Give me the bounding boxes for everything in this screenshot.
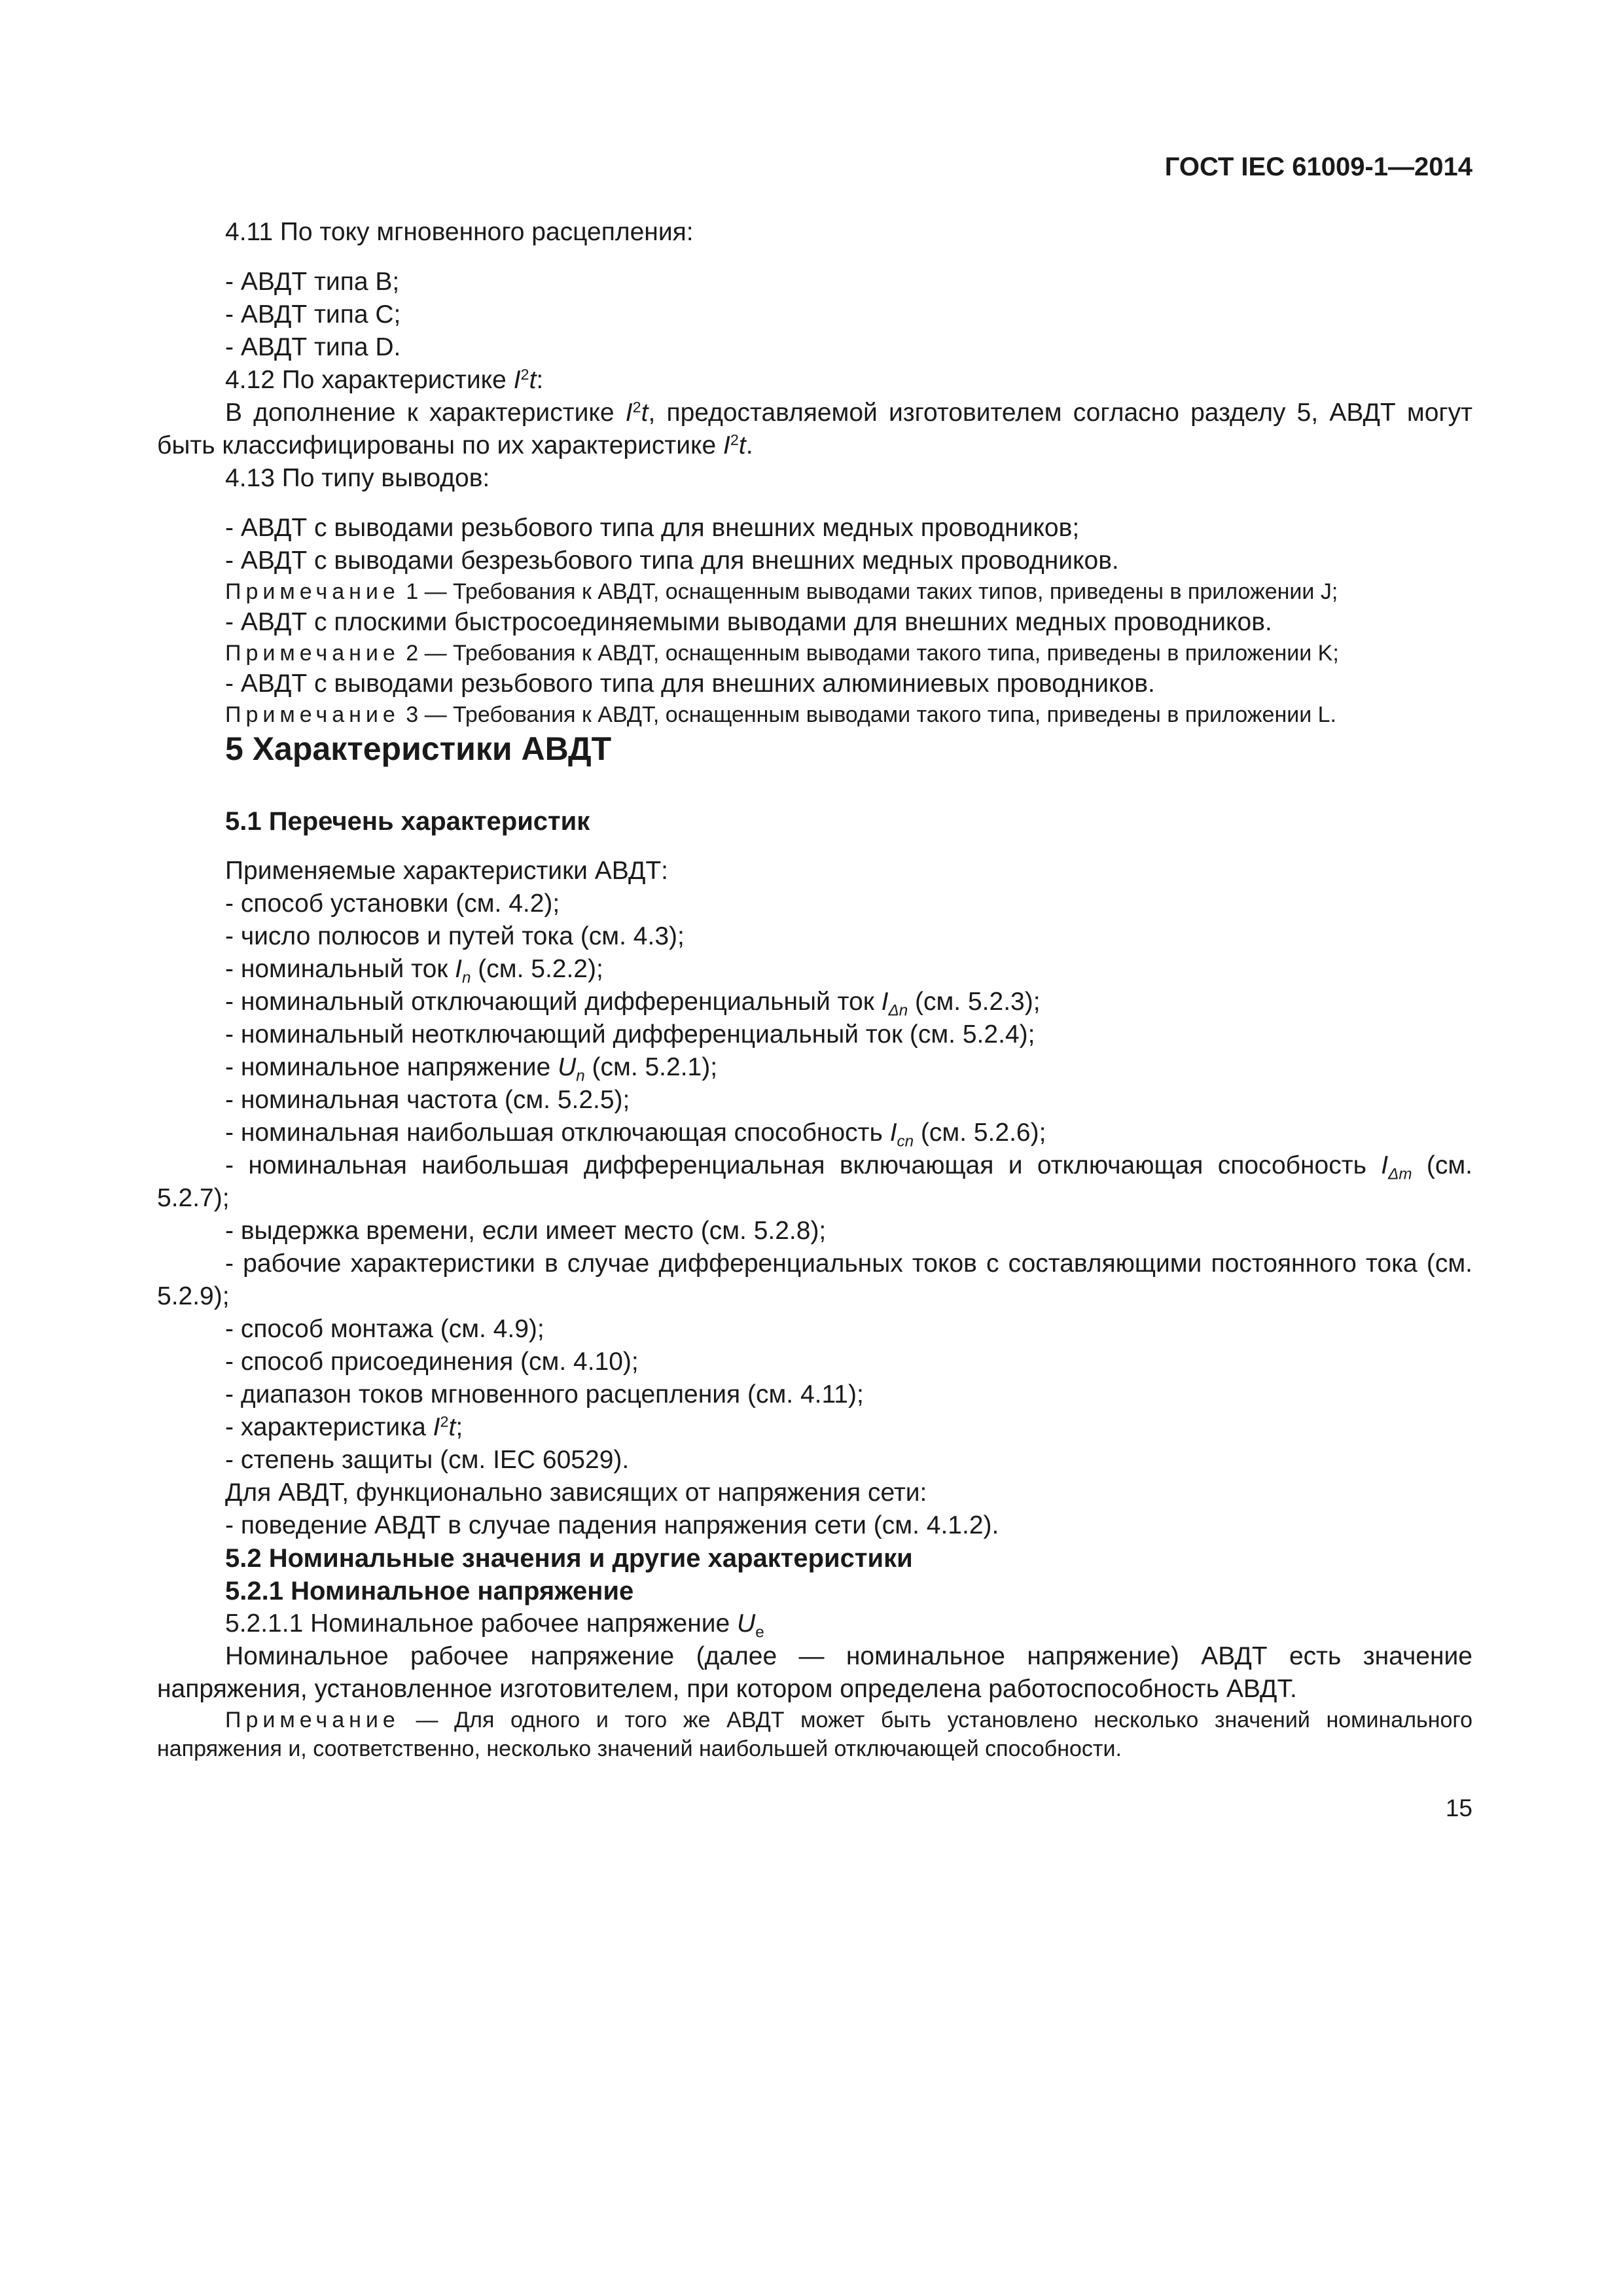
- clause-4-11-list: [157, 266, 1472, 364]
- list-item: - номинальный неотключающий дифференциальный ток (см. 5.2.4);: [225, 1020, 1035, 1049]
- clause-5-2-1-heading: 5.2.1 Номинальное напряжение: [225, 1577, 634, 1605]
- clause-4-11-title: 4.11 По току мгновенного расцепления:: [225, 218, 694, 246]
- note-3: Примечание 3 — Требования к АВДТ, оснащенным выводами такого типа, приведены в приложении L.: [225, 702, 1337, 727]
- note-2: Примечание 2 — Требования к АВДТ, оснащенным выводами такого типа, приведены в приложении K;: [225, 641, 1339, 666]
- list-item: - АВДТ типа D.: [225, 333, 401, 361]
- list-item: - число полюсов и путей тока (см. 4.3);: [225, 922, 685, 950]
- list-item: - номинальный ток $I_n$ (см. 5.2.2);: [225, 955, 603, 987]
- list-item: - выдержка времени, если имеет место (см. 5.2.8);: [225, 1217, 827, 1245]
- page-number: 15: [1445, 1795, 1472, 1821]
- list-item: - номинальная частота (см. 5.2.5);: [225, 1086, 630, 1114]
- list-item: - АВДТ с плоскими быстросоединяемыми выводами для внешних медных проводников.: [225, 608, 1272, 636]
- clause-5-2-1-1-title: 5.2.1.1 Номинальное рабочее напряжение $U_e$: [225, 1609, 764, 1641]
- list-item: - АВДТ с выводами резьбового типа для внешних медных проводников;: [225, 514, 1080, 542]
- section-5-heading: 5 Характеристики АВДТ: [225, 730, 612, 767]
- clause-5-2-1-1-paragraph: Номинальное рабочее напряжение (далее — номинальное напряжение) АВДТ есть значение напряжения, установленное изготовителем, при котором определена работоспособность АВДТ.: [157, 1642, 1472, 1703]
- clause-4-12-paragraph: В дополнение к характеристике $I^2t$, предоставляемой изготовителем согласно разделу 5, АВДТ могут быть классифицированы по их характеристике $I^2t$.: [157, 399, 1472, 459]
- list-item: - номинальный отключающий дифференциальный ток $I_{\Delta n}$ (см. 5.2.3);: [225, 988, 1041, 1020]
- clause-5-2-heading: 5.2 Номинальные значения и другие характеристики: [225, 1544, 913, 1573]
- list-item: - поведение АВДТ в случае падения напряжения сети (см. 4.1.2).: [225, 1511, 999, 1539]
- list-item: - АВДТ с выводами безрезьбового типа для внешних медных проводников.: [225, 547, 1119, 575]
- list-item: - способ установки (см. 4.2);: [225, 889, 560, 918]
- document-page: [157, 151, 1472, 2212]
- list-item: - способ монтажа (см. 4.9);: [225, 1315, 544, 1343]
- list-item: - рабочие характеристики в случае дифференциальных токов с составляющими постоянного тока (см. 5.2.9);: [157, 1249, 1472, 1310]
- note-5-2-1-1: Примечание — Для одного и того же АВДТ может быть установлено несколько значений номинального напряжения и, соответственно, несколько значений наибольшей отключающей способности.: [157, 1708, 1472, 1761]
- note-1: Примечание 1 — Требования к АВДТ, оснащенным выводами таких типов, приведены в приложении J;: [225, 579, 1338, 604]
- list-item: - АВДТ с выводами резьбового типа для внешних алюминиевых проводников.: [225, 670, 1155, 698]
- list-item: - характеристика $I^2t$;: [225, 1413, 463, 1441]
- list-item: - степень защиты (см. IEC 60529).: [225, 1446, 630, 1474]
- clause-4-12-title: 4.12 По характеристике $I^2t$:: [225, 366, 544, 394]
- list-item: - диапазон токов мгновенного расцепления (см. 4.11);: [225, 1380, 864, 1408]
- clause-4-13-list: [157, 512, 1472, 577]
- clause-5-1-heading: 5.1 Перечень характеристик: [225, 807, 590, 836]
- list-item: Для АВДТ, функционально зависящих от напряжения сети:: [225, 1479, 927, 1507]
- list-intro: Применяемые характеристики АВДТ:: [225, 857, 669, 885]
- list-item: - номинальное напряжение $U_n$ (см. 5.2.1);: [225, 1053, 718, 1085]
- list-item: - АВДТ типа С;: [225, 300, 401, 329]
- document-code: ГОСТ IEC 61009-1—2014: [1164, 152, 1472, 181]
- list-item: - способ присоединения (см. 4.10);: [225, 1348, 639, 1376]
- list-item: - номинальная наибольшая отключающая способность $I_{cn}$ (см. 5.2.6);: [225, 1119, 1046, 1151]
- clause-4-13-title: 4.13 По типу выводов:: [225, 464, 490, 492]
- list-item: - номинальная наибольшая дифференциальная включающая и отключающая способность $I_{\Delta m}$ (см. 5.2.7);: [157, 1151, 1472, 1212]
- characteristics-list: [157, 855, 1472, 1542]
- list-item: - АВДТ типа В;: [225, 268, 400, 296]
